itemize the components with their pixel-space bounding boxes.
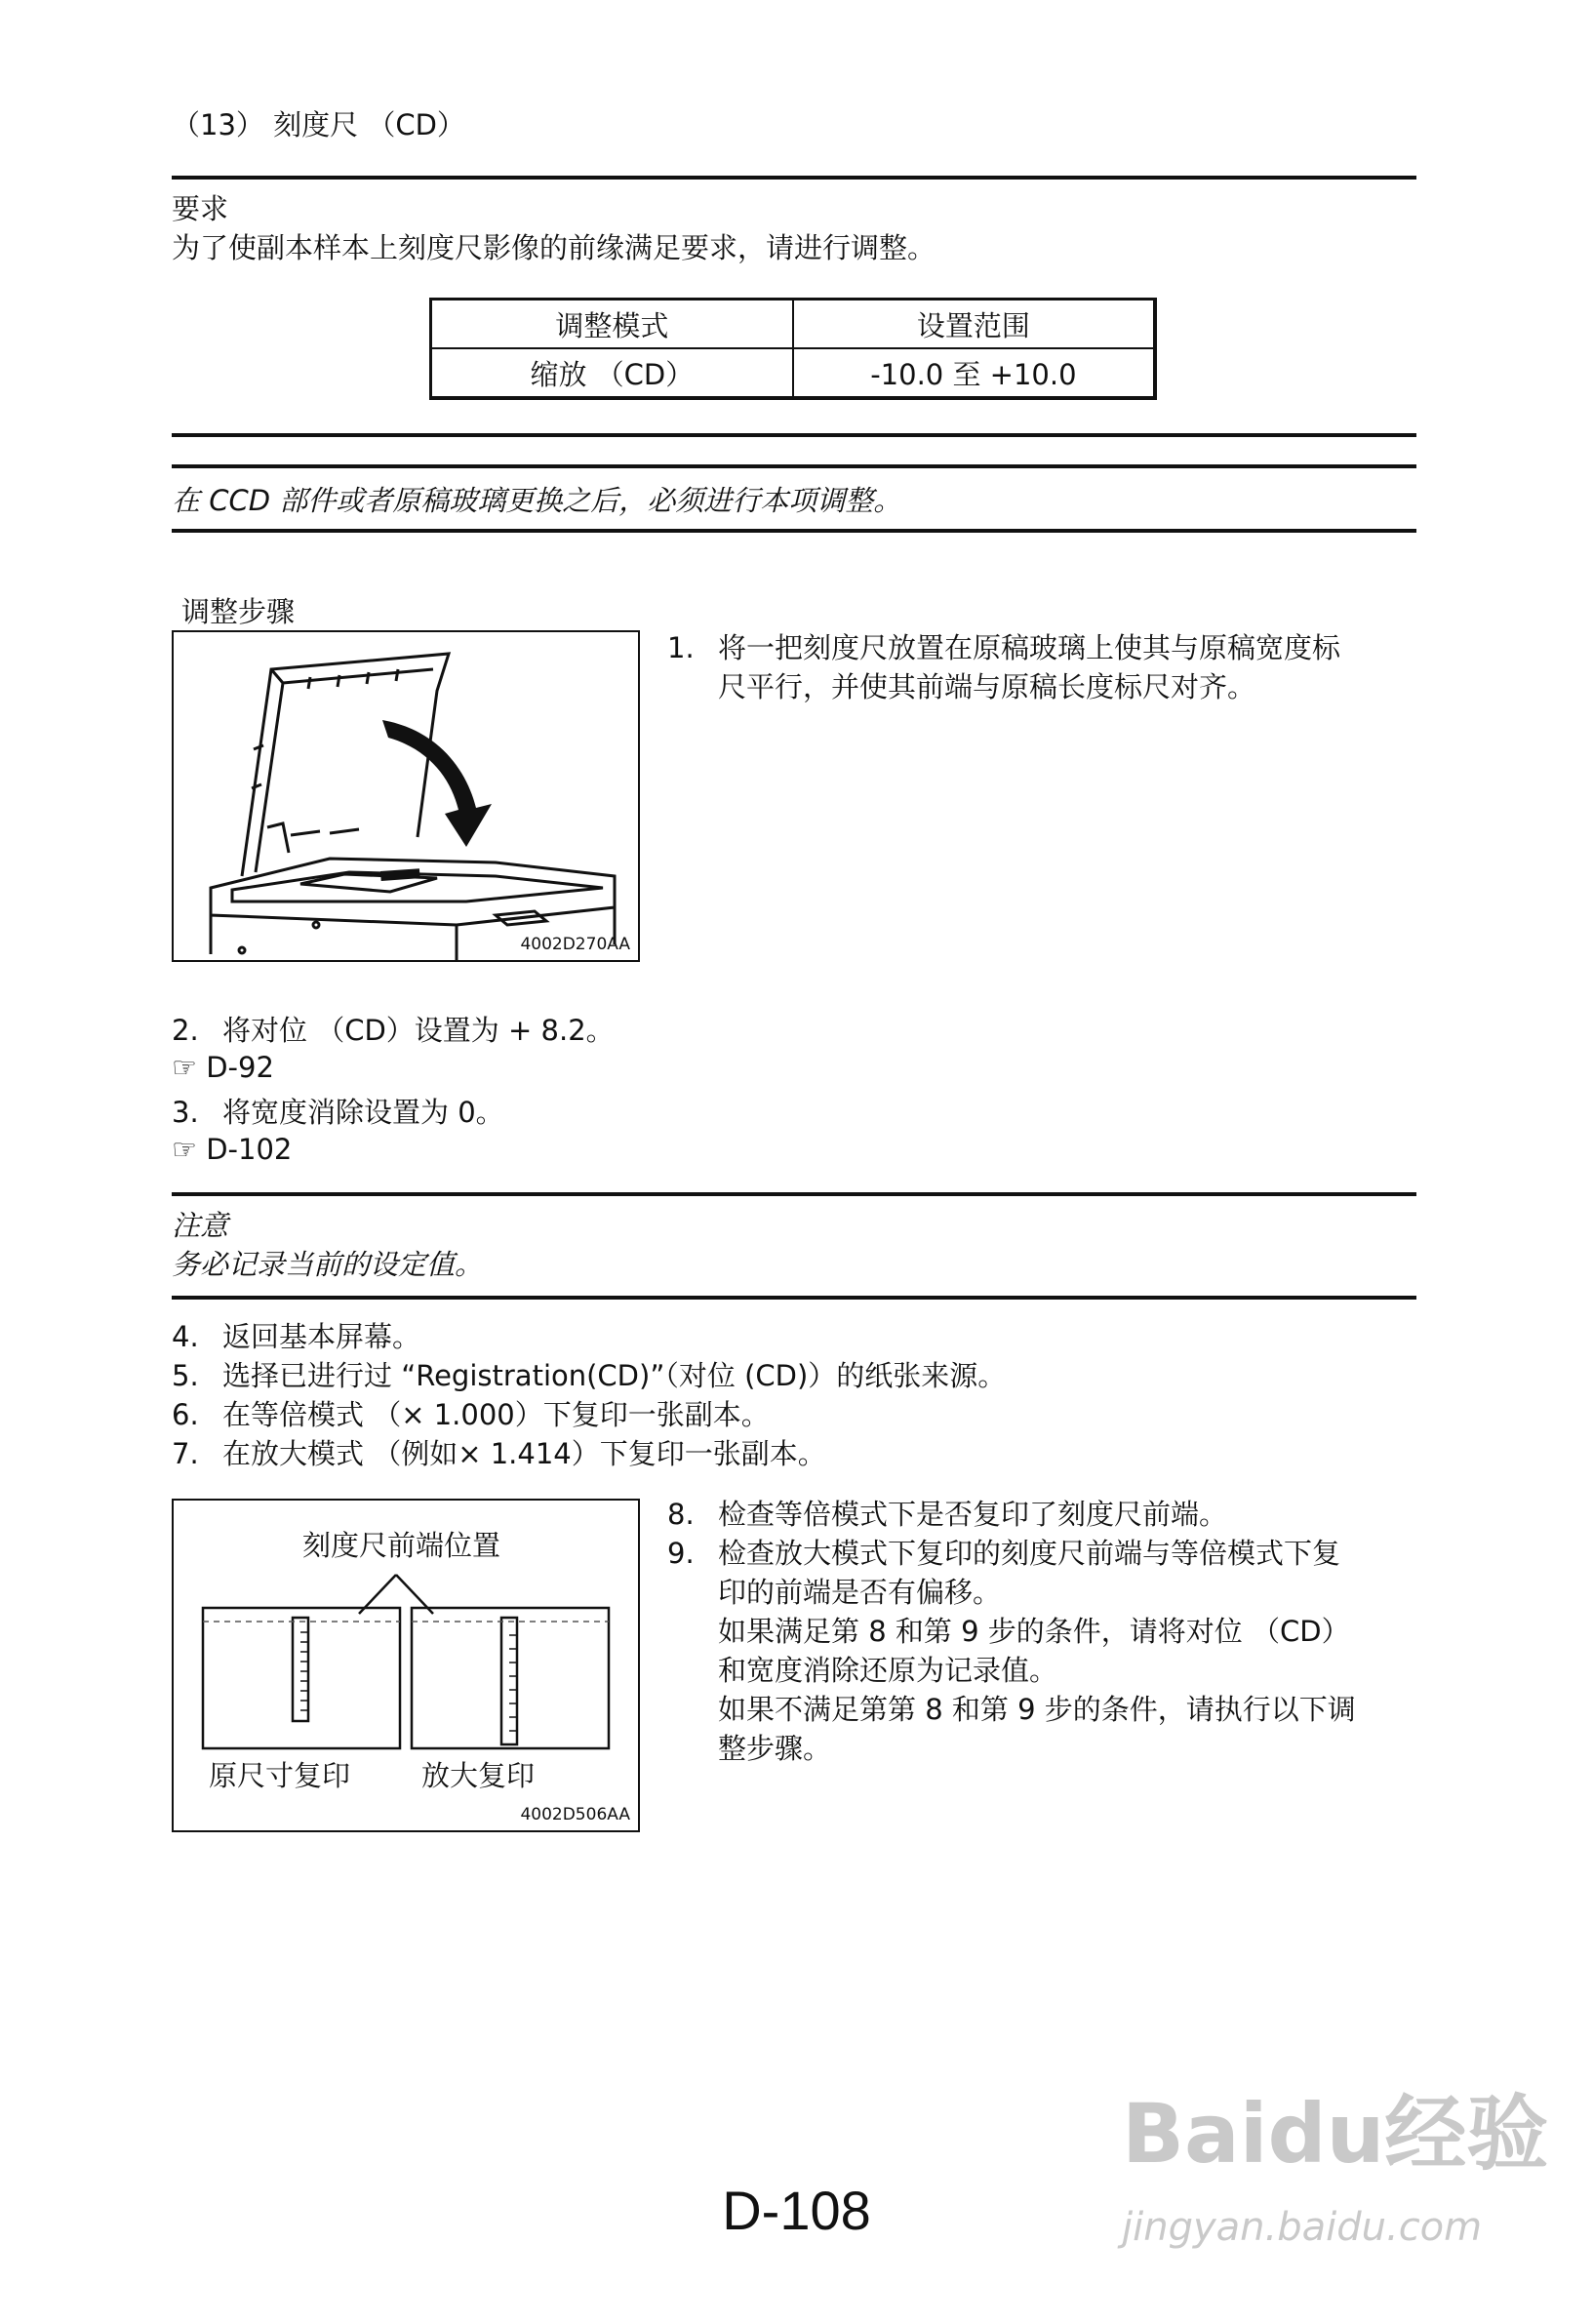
figure-label-enlarged-copy: 放大复印 (421, 1759, 536, 1792)
step-8 (667, 1495, 1227, 1534)
step-7 (172, 1434, 826, 1473)
requirement-text: 为了使副本样本上刻度尺影像的前缘满足要求，请进行调整。 (172, 231, 936, 264)
step-text: 将宽度消除设置为 0。 (222, 1096, 504, 1129)
caution-heading: 注意 (172, 1209, 229, 1242)
step-number: 9. (667, 1537, 695, 1570)
table-cell: -10.0 至 +10.0 (793, 348, 1155, 398)
figure-code: 4002D506AA (520, 1805, 630, 1824)
divider (172, 433, 1416, 437)
step-9-line: 印的前端是否有偏移。 (718, 1576, 1002, 1609)
step-text: 检查等倍模式下是否复印了刻度尺前端。 (718, 1498, 1228, 1531)
table-header-cell: 设置范围 (793, 300, 1155, 349)
step-9-line: 如果不满足第第 8 和第 9 步的条件，请执行以下调 (718, 1693, 1356, 1726)
reference-page: D-102 (206, 1133, 293, 1166)
caution-text: 务必记录当前的设定值。 (172, 1248, 484, 1281)
step-number: 4. (172, 1320, 199, 1353)
step-number: 8. (667, 1498, 695, 1531)
figure-label-ruler-front: 刻度尺前端位置 (302, 1529, 501, 1562)
pointing-hand-icon: ☞ (172, 1051, 197, 1084)
reference-link[interactable] (172, 1048, 274, 1087)
spec-table (429, 298, 1157, 400)
page-number: D-108 (722, 2180, 871, 2241)
step-text: 选择已进行过 “Registration(CD)”（对位 (CD)）的纸张来源。 (222, 1359, 1007, 1392)
step-text: 在等倍模式 （× 1.000）下复印一张副本。 (222, 1398, 770, 1431)
step-5 (172, 1356, 1006, 1395)
step-9 (667, 1534, 1340, 1573)
figure-copier-lid (172, 630, 640, 962)
divider (172, 176, 1416, 180)
step-9-line: 如果满足第 8 和第 9 步的条件，请将对位 （CD） (718, 1615, 1350, 1648)
step-3 (172, 1093, 504, 1132)
step-6 (172, 1395, 770, 1434)
step-1-continuation: 尺平行，并使其前端与原稿长度标尺对齐。 (718, 670, 1256, 703)
baidu-watermark-url: jingyan.baidu.com (1122, 2205, 1483, 2250)
divider (172, 1192, 1416, 1196)
table-cell: 缩放 （CD） (431, 348, 793, 398)
pointing-hand-icon: ☞ (172, 1133, 197, 1166)
table-row (431, 348, 1156, 398)
step-1 (667, 628, 1340, 667)
table-header-row (431, 300, 1156, 349)
step-number: 2. (172, 1014, 199, 1047)
step-text: 在放大模式 （例如× 1.414）下复印一张副本。 (222, 1437, 826, 1470)
step-number: 5. (172, 1359, 199, 1392)
step-text: 检查放大模式下复印的刻度尺前端与等倍模式下复 (718, 1537, 1341, 1570)
figure-ruler-comparison (172, 1499, 640, 1832)
figure-code: 4002D270AA (520, 935, 630, 954)
step-9-line: 和宽度消除还原为记录值。 (718, 1654, 1058, 1687)
section-title: （13） 刻度尺 （CD） (172, 108, 465, 141)
step-number: 7. (172, 1437, 199, 1470)
baidu-watermark-logo: Baidu经验 (1122, 2086, 1549, 2182)
reference-link[interactable] (172, 1130, 292, 1169)
requirement-heading: 要求 (172, 192, 229, 225)
step-text: 将一把刻度尺放置在原稿玻璃上使其与原稿宽度标 (718, 631, 1341, 664)
figure-label-original-copy: 原尺寸复印 (209, 1759, 351, 1792)
step-number: 6. (172, 1398, 199, 1431)
divider (172, 1296, 1416, 1300)
divider (172, 464, 1416, 468)
table-header-cell: 调整模式 (431, 300, 793, 349)
copier-illustration-icon (174, 632, 638, 960)
step-number: 1. (667, 631, 695, 664)
reference-page: D-92 (206, 1051, 274, 1084)
step-number: 3. (172, 1096, 199, 1129)
procedure-heading: 调整步骤 (181, 595, 296, 628)
divider (172, 529, 1416, 533)
notice-text: 在 CCD 部件或者原稿玻璃更换之后，必须进行本项调整。 (172, 484, 902, 517)
step-2 (172, 1011, 615, 1050)
step-9-line: 整步骤。 (718, 1732, 832, 1765)
step-text: 将对位 （CD）设置为 + 8.2。 (222, 1014, 615, 1047)
step-4 (172, 1317, 420, 1356)
step-text: 返回基本屏幕。 (222, 1320, 421, 1353)
